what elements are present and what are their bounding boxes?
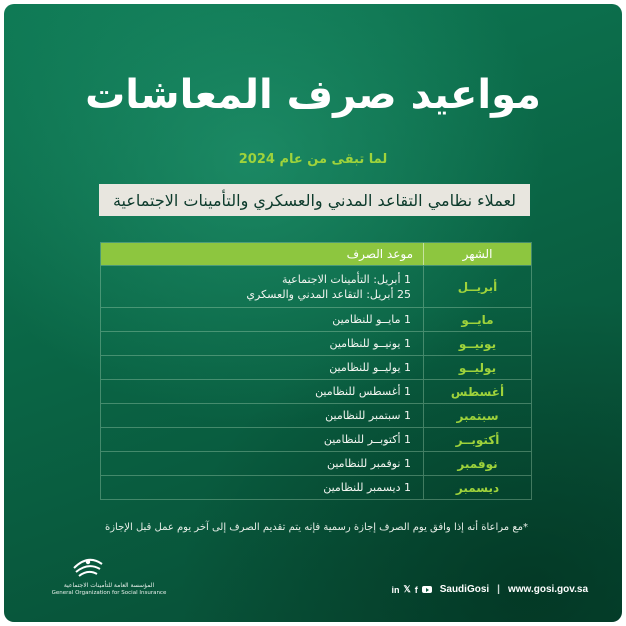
website-link[interactable]: www.gosi.gov.sa bbox=[507, 584, 588, 595]
table-row bbox=[101, 403, 531, 427]
page-subtitle: لما تبقى من عام 2024 bbox=[238, 152, 388, 167]
table-row bbox=[101, 331, 531, 355]
page-title: مواعيد صرف المعاشات bbox=[85, 72, 541, 118]
date-line: 1 أكتوبــر للنظامين bbox=[323, 433, 411, 446]
date-line: 1 يوليــو للنظامين bbox=[329, 361, 411, 374]
date-cell bbox=[101, 428, 423, 451]
date-cell bbox=[101, 308, 423, 331]
table-row bbox=[101, 379, 531, 403]
table-row bbox=[101, 355, 531, 379]
date-line: 1 نوفمبر للنظامين bbox=[326, 457, 411, 470]
table-row bbox=[101, 451, 531, 475]
gosi-logo-icon bbox=[70, 552, 106, 580]
date-cell bbox=[101, 380, 423, 403]
date-cell bbox=[101, 356, 423, 379]
social-icons bbox=[391, 584, 431, 595]
date-line: 1 أبريل: التأمينات الاجتماعية bbox=[281, 272, 411, 286]
subject-banner bbox=[99, 184, 530, 216]
youtube-icon[interactable] bbox=[422, 586, 432, 593]
date-cell bbox=[101, 266, 423, 307]
month-cell: أبريــل bbox=[423, 266, 531, 307]
date-cell bbox=[101, 404, 423, 427]
date-line: 1 ديسمبر للنظامين bbox=[323, 481, 411, 494]
header-date: موعد الصرف bbox=[346, 247, 413, 261]
table-header bbox=[101, 243, 531, 265]
date-cell bbox=[101, 332, 423, 355]
table-row bbox=[101, 265, 531, 307]
subject-text: لعملاء نظامي التقاعد المدني والعسكري والتأمينات الاجتماعية bbox=[112, 190, 517, 210]
month-cell: سبتمبر bbox=[423, 404, 531, 427]
month-cell: يونيــو bbox=[423, 332, 531, 355]
x-icon[interactable]: 𝕏 bbox=[403, 584, 411, 594]
table-row bbox=[101, 475, 531, 499]
logo-arabic-text: المؤسسة العامة للتأمينات الاجتماعية bbox=[63, 582, 155, 589]
footer-separator: | bbox=[497, 584, 500, 595]
linkedin-icon[interactable]: in bbox=[391, 584, 400, 595]
month-cell: أكتوبــر bbox=[423, 428, 531, 451]
logo-english-text: General Organization for Social Insurance bbox=[51, 590, 167, 596]
month-cell: أغسطس bbox=[423, 380, 531, 403]
table-row bbox=[101, 427, 531, 451]
month-cell: يوليــو bbox=[423, 356, 531, 379]
date-line: 1 يونيــو للنظامين bbox=[329, 337, 411, 350]
header-month: الشهر bbox=[423, 243, 531, 265]
schedule-table bbox=[100, 242, 532, 500]
date-cell bbox=[101, 452, 423, 475]
pension-schedule-card bbox=[4, 4, 622, 622]
gosi-logo[interactable] bbox=[34, 552, 184, 598]
month-cell: ديسمبر bbox=[423, 476, 531, 499]
footer bbox=[391, 584, 588, 595]
date-line: 1 أغسطس للنظامين bbox=[315, 385, 411, 398]
date-line: 1 سبتمبر للنظامين bbox=[325, 409, 411, 422]
table-row bbox=[101, 307, 531, 331]
social-handle[interactable]: SaudiGosi bbox=[439, 584, 490, 595]
facebook-icon[interactable]: f bbox=[414, 584, 418, 595]
month-cell: نوفمبر bbox=[423, 452, 531, 475]
date-line: 1 مايــو للنظامين bbox=[332, 313, 411, 326]
date-line: 25 أبريل: التقاعد المدني والعسكري bbox=[246, 287, 411, 301]
footnote: *مع مراعاة أنه إذا وافق يوم الصرف إجازة رسمية فإنه يتم تقديم الصرف إلى آخر يوم عمل قبل الإجازة bbox=[104, 522, 528, 533]
month-cell: مايــو bbox=[423, 308, 531, 331]
date-cell bbox=[101, 476, 423, 499]
